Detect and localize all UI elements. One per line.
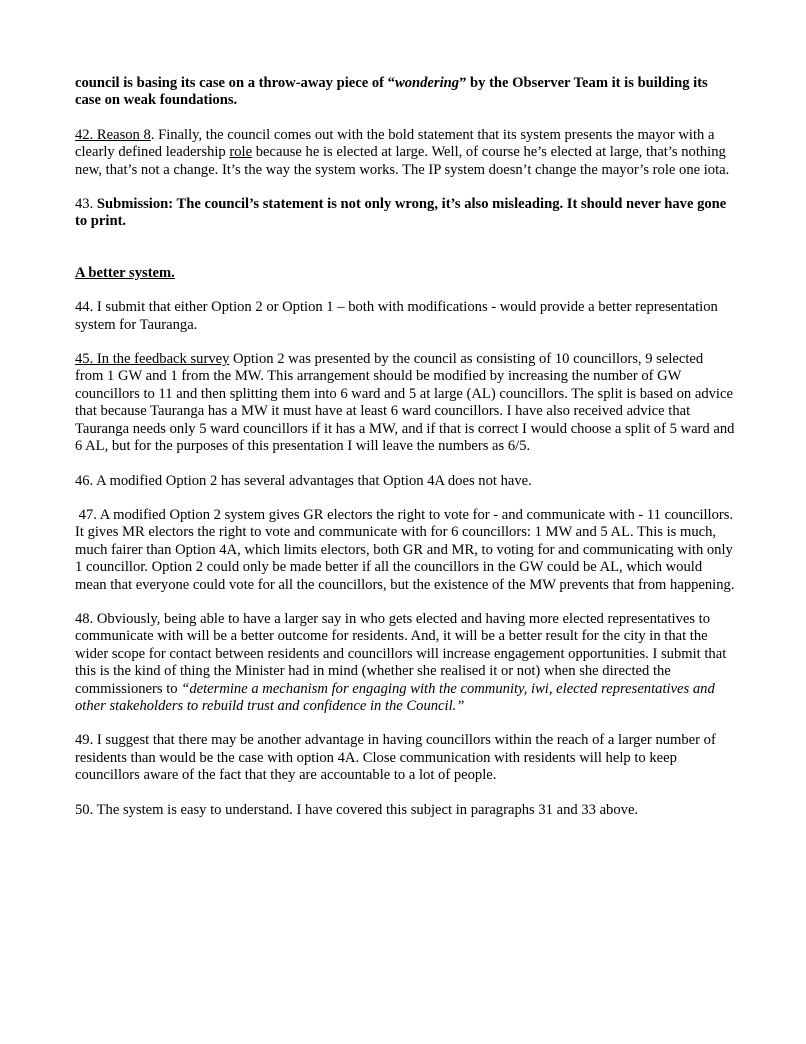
paragraph-45 (75, 351, 735, 455)
paragraph-43 (75, 196, 735, 231)
paragraph-50: 50. The system is easy to understand. I have covered this subject in paragraphs 31 and 33 above. (75, 801, 639, 818)
paragraph-42-role: role (229, 144, 253, 161)
paragraph-43-submission: Submission: The council’s statement is not only wrong, it’s also misleading. It should never have gone to print. (75, 196, 727, 230)
paragraph-48-quote: “determine a mechanism for engaging with the community, iwi, elected representatives and other stakeholders to rebuild trust and confidence in the Council.” (75, 680, 715, 714)
intro-text-a: council is basing its case on a throw-away piece of “ (75, 75, 395, 91)
paragraph-45-lead: 45. In the feedback survey (75, 351, 230, 368)
document-page (75, 75, 735, 819)
paragraph-43-number: 43. (75, 196, 97, 213)
paragraph-46: 46. A modified Option 2 has several advantages that Option 4A does not have. (75, 472, 532, 489)
paragraph-48 (75, 611, 735, 715)
paragraph-44: 44. I submit that either Option 2 or Option 1 – both with modifications - would provide a better representation system for Tauranga. (75, 299, 718, 333)
paragraph-intro (75, 75, 735, 110)
section-heading: A better system. (75, 264, 175, 281)
paragraph-49: 49. I suggest that there may be another advantage in having councillors within the reach of a larger number of residents than would be the case with option 4A. Close communication with residents will help to keep councillors aware of the fact that they are accountable to a lot of people. (75, 732, 716, 784)
paragraph-42-label: 42. Reason 8 (75, 126, 151, 143)
intro-text-c: ” by the Observer Team it is building its case on weak foundations. (75, 75, 708, 109)
paragraph-45-text: Option 2 was presented by the council as consisting of 10 councillors, 9 selected from 1 GW and 1 from the MW. This arrangement should be modified by increasing the number of GW councillors to 11 and then splitting them into 6 ward and 5 at large (AL) councillors. The split is based on advice that because Tauranga has a MW it must have at least 6 ward councillors. I have also received advice that Tauranga needs only 5 ward councillors if it has a MW, and if that is correct I would choose a split of 5 ward and 6 AL, but for the purposes of this presentation I will leave the numbers as 6/5. (75, 351, 735, 455)
paragraph-48-text: 48. Obviously, being able to have a larger say in who gets elected and having more elected representatives to communicate with will be a better outcome for residents. And, it will be a better result for the city in that the wider scope for contact between residents and councillors will increase engagement opportunities. I submit that this is the kind of thing the Minister had in mind (whether she realised it or not) when she directed the commissioners to (75, 610, 727, 697)
paragraph-42-text-b: because he is elected at large. Well, of course he’s elected at large, that’s nothing new, that’s not a change. It’s the way the system works. The IP system doesn’t change the mayor’s role one iota. (75, 144, 730, 178)
paragraph-42 (75, 127, 735, 179)
paragraph-47: 47. A modified Option 2 system gives GR electors the right to vote for - and communicate with - 11 councillors. It gives MR electors the right to vote and communicate with for 6 councillors: 1 MW and 5 AL. This is much, much fairer than Option 4A, which limits electors, both GR and MR, to voting for and communicating with only 1 councillor. Option 2 could only be made better if all the councillors in the GW could be AL, which would mean that everyone could vote for all the councillors, but the existence of the MW prevents that from happening. (75, 506, 735, 593)
paragraph-42-text-a: . Finally, the council comes out with the bold statement that its system presents the mayor with a clearly defined leadership (75, 126, 715, 161)
intro-emphasis: wondering (394, 75, 460, 91)
